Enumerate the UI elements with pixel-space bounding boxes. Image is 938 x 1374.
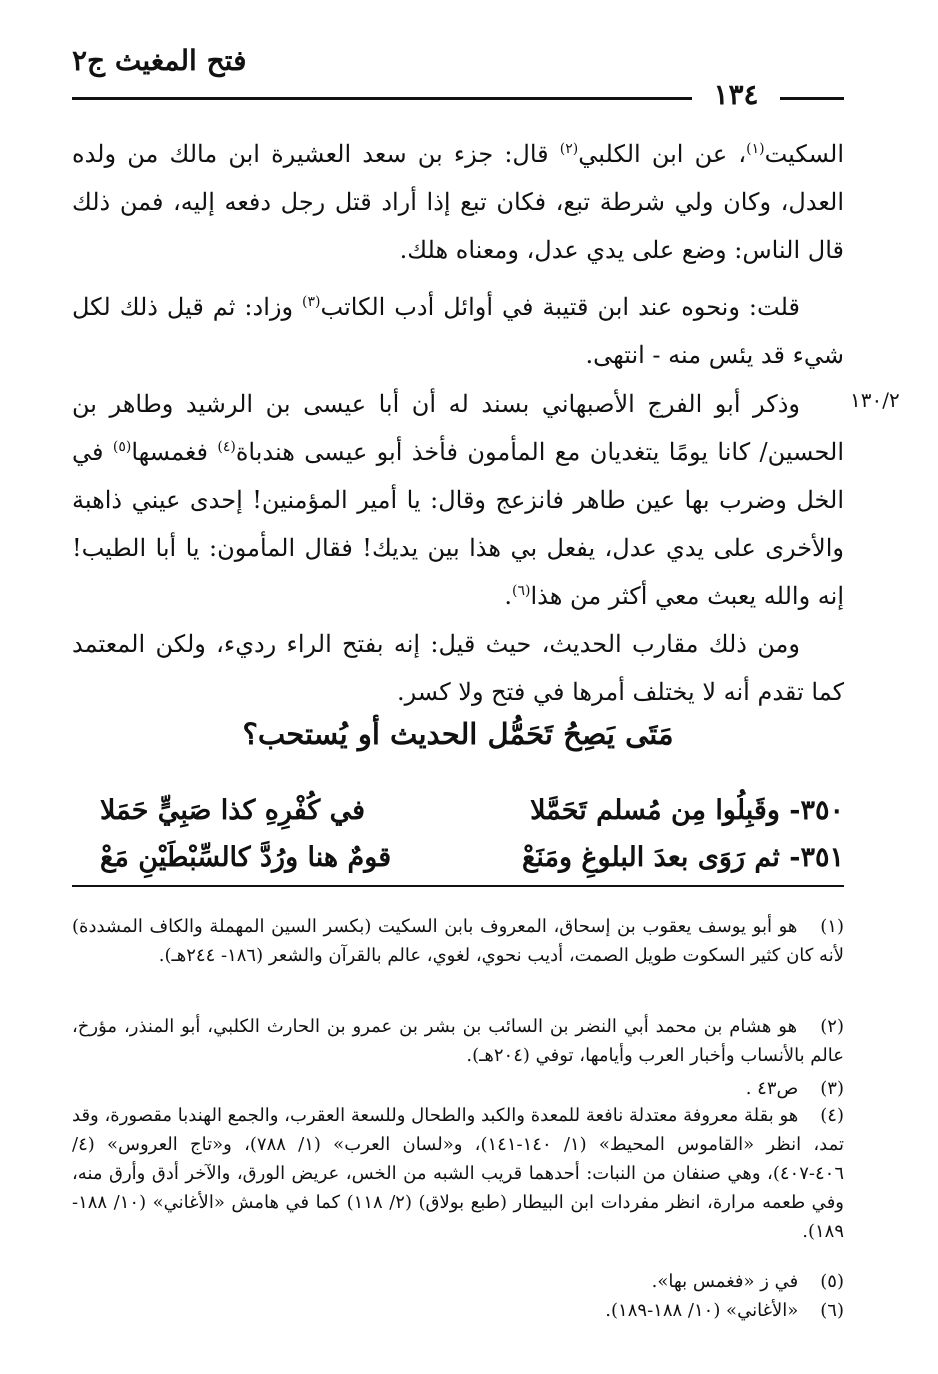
verse-hemistich: في كُفْرِهِ كذا صَبِيٍّ حَمَلا <box>100 795 366 826</box>
footnote-number: (٣) <box>820 1078 844 1099</box>
running-title: فتح المغيث ج٢ <box>72 44 247 77</box>
paragraph-text: في الخل وضرب بها عين طاهر فانزعج وقال: يا أمير المؤمنين! إحدى عيني ذاهبة والأخرى على يدي عدل، يفعل بي هذا بين يديك! فقال المأمون: يا أبا الطيب! إنه والله يعبث معي أكثر من هذا <box>72 438 844 610</box>
verse-hemistich: ٣٥١- ثم رَوَى بعدَ البلوغِ ومَنَعْ <box>521 842 844 873</box>
verse-hemistich: قومٌ هنا ورُدَّ كالسِّبْطَيْنِ مَعْ <box>100 842 392 873</box>
page-number: ١٣٤ <box>713 78 759 111</box>
header-rule <box>72 97 692 100</box>
footnote-text: هو أبو يوسف يعقوب بن إسحاق، المعروف بابن السكيت (بكسر السين المهملة والكاف المشددة) لأنه كان كثير السكوت طويل الصمت، أديب نحوي، لغوي، عالم بالقرآن والشعر (١٨٦- ٢٤٤هـ). <box>72 916 844 966</box>
paragraph-text: وذكر أبو الفرج الأصبهاني بسند له أن أبا عيسى بن الرشيد وطاهر بن الحسين/ كانا يومًا يتغديان مع المأمون فأخذ أبو عيسى هندباة <box>72 390 844 466</box>
footnote-ref: (٥) <box>112 439 132 455</box>
section-heading: مَتَى يَصِحُ تَحَمُّل الحديث أو يُستحب؟ <box>242 717 674 751</box>
footnote-number: (٤) <box>820 1105 844 1126</box>
footnote <box>72 912 844 970</box>
footnote-separator <box>72 885 844 887</box>
paragraph-text: قلت: ونحوه عند ابن قتيبة في أوائل أدب الكاتب <box>320 293 801 321</box>
footnote <box>72 1101 844 1246</box>
paragraph-text: ، عن ابن الكلبي <box>578 140 747 168</box>
footnote-ref: (١) <box>746 141 765 157</box>
paragraph <box>72 283 844 379</box>
footnote-text: هو هشام بن محمد أبي النضر بن السائب بن بشر بن عمرو بن الحارث الكلبي، أبو المنذر، مؤرخ، عالم بالأنساب وأخبار العرب وأيامها، توفي (٢٠٤هـ). <box>72 1016 844 1066</box>
footnote-ref: (٦) <box>512 583 531 599</box>
footnote <box>72 1074 844 1103</box>
paragraph <box>72 380 844 620</box>
footnote <box>72 1296 844 1325</box>
footnote-text: ص٤٣ . <box>745 1078 799 1099</box>
footnote-text: في ز «فغمس بها». <box>651 1271 799 1292</box>
footnote-ref: (٣) <box>302 294 321 310</box>
paragraph-text: . <box>504 582 513 610</box>
paragraph-text: فغمسها <box>131 438 218 466</box>
footnote <box>72 1267 844 1296</box>
paragraph-text: السكيت <box>764 140 845 168</box>
paragraph-text: قال: جزء بن سعد العشيرة ابن مالك من ولده العدل، وكان ولي شرطة تبع، فكان تبع إذا أراد قتل رجل دفعه إليه، فمن ذلك قال الناس: وضع على يدي عدل، ومعناه هلك. <box>72 140 844 264</box>
footnote-text: هو بقلة معروفة معتدلة نافعة للمعدة والكبد والطحال وللسعة العقرب، والجمع الهندبا مقصورة، وقد تمد، انظر «القاموس المحيط» (١/ ١٤٠-١٤١)، و«لسان العرب» (١/ ٧٨٨)، و«تاج العروس» (٤/ ٤٠٦-٤٠٧)، وهي صنفان من النبات: أحدهما قريب الشبه من الخس، عريض الورق، والآخر أدق وأرق منه، وفي طعمه مرارة، انظر مفردات ابن البيطار (طبع بولاق) (٢/ ١١٨) كما في هامش «الأغاني» (١٠/ ١٨٨- ١٨٩). <box>72 1105 844 1242</box>
footnote-number: (٢) <box>820 1016 844 1037</box>
footnote-text: «الأغاني» (١٠/ ١٨٨-١٨٩). <box>605 1300 799 1321</box>
header-rule <box>780 97 844 100</box>
footnote-number: (٦) <box>820 1300 844 1321</box>
footnote-ref: (٢) <box>559 141 579 157</box>
footnote-ref: (٤) <box>217 439 236 455</box>
paragraph <box>72 130 844 274</box>
margin-reference: ١٣٠/٢ <box>850 388 900 412</box>
footnote <box>72 1012 844 1070</box>
footnote-number: (٥) <box>820 1271 844 1292</box>
footnote-number: (١) <box>820 916 844 937</box>
paragraph-text: وزاد: ثم قيل ذلك لكل شيء قد يئس منه - انتهى. <box>72 293 844 369</box>
paragraph: ومن ذلك مقارب الحديث، حيث قيل: إنه بفتح الراء رديء، ولكن المعتمد كما تقدم أنه لا يختلف أمرها في فتح ولا كسر. <box>72 630 844 706</box>
verse-hemistich: ٣٥٠- وقَبِلُوا مِن مُسلم تَحَمَّلا <box>530 795 844 826</box>
